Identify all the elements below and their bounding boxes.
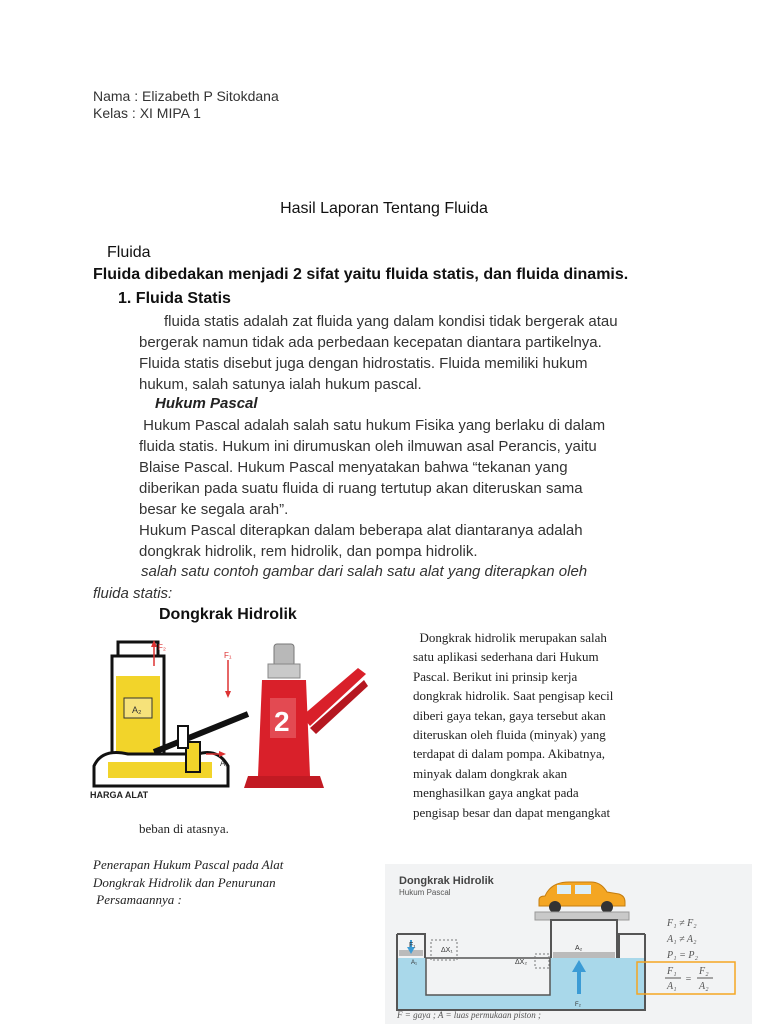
student-name: Nama : Elizabeth P Sitokdana [93, 88, 279, 104]
text-line: Hukum Pascal adalah salah satu hukum Fisika yang berlaku di dalam [139, 417, 606, 434]
text-line: fluida statis adalah zat fluida yang dalam kondisi tidak bergerak atau [139, 313, 618, 330]
eq-pressure: P₁ = P₂ [667, 950, 698, 961]
formula-rhs-den: A₂ [699, 981, 709, 992]
formula-lhs-den: A₁ [667, 981, 677, 992]
text-line: satu aplikasi sederhana dari Hukum [413, 649, 599, 665]
diag-a1: A₁ [411, 960, 418, 966]
hukum-pascal-paragraph [139, 415, 679, 562]
label-f2: F₂ [158, 643, 166, 652]
diag-dx2: ΔX₂ [515, 959, 528, 966]
text-line: diberi gaya tekan, gaya tersebut akan [413, 707, 606, 723]
watermark-text: HARGA ALAT [90, 790, 149, 800]
formula-lhs-num: F₁ [667, 966, 677, 977]
text-line: bergerak namun tidak ada perbedaan kecepatan diantara partikelnya. [139, 334, 602, 351]
diagram-title: Dongkrak Hidrolik [399, 875, 494, 887]
svg-text:=: = [685, 974, 692, 985]
fluida-statis-paragraph [139, 311, 679, 395]
text-line: pengisap besar dan dapat mengangkat [413, 804, 611, 820]
label-a1: A₁ [220, 759, 229, 768]
eq-force: F₁ ≠ F₂ [667, 918, 697, 929]
text-line: besar ke segala arah”. [139, 501, 289, 518]
label-a2: A₂ [132, 705, 142, 715]
eq-area: A₁ ≠ A₂ [667, 934, 697, 945]
dongkrak-hidrolik-heading: Dongkrak Hidrolik [159, 606, 297, 623]
diag-dx1: ΔX₁ [441, 947, 453, 954]
figure-caption [93, 856, 283, 909]
label-f1: F₁ [224, 651, 232, 660]
section-heading-fluida-statis: 1. Fluida Statis [118, 290, 231, 307]
diag-a2: A₂ [575, 945, 583, 952]
text-line: menghasilkan gaya angkat pada [413, 785, 579, 801]
diagram-subtitle: Hukum Pascal [399, 888, 451, 897]
text-line: Dongkrak hidrolik merupakan salah [413, 630, 607, 645]
student-class: Kelas : XI MIPA 1 [93, 105, 201, 121]
pascal-law-diagram [385, 864, 752, 1024]
text-line: Hukum Pascal diterapkan dalam beberapa alat diantaranya adalah [139, 522, 583, 539]
text-line: dongkrak hidrolik. Saat pengisap kecil [413, 688, 614, 704]
text-line: hukum, salah satunya ialah hukum pascal. [139, 376, 422, 393]
page-title: Hasil Laporan Tentang Fluida [280, 200, 488, 217]
text-line: diberikan pada suatu fluida di ruang tertutup akan diteruskan sama [139, 480, 583, 497]
fluida-heading: Fluida [107, 244, 151, 261]
example-intro-line: salah satu contoh gambar dari salah satu alat yang diterapkan oleh [141, 563, 588, 580]
diagram-legend: F = gaya ; A = luas permukaan piston ; [397, 1010, 542, 1020]
text-line: minyak dalam dongkrak akan [413, 765, 568, 781]
continuation-text: beban di atasnya. [139, 821, 229, 836]
caption-line: Persamaannya : [93, 892, 182, 907]
text-line: dongkrak hidrolik, rem hidrolik, dan pompa hidrolik. [139, 543, 478, 560]
hukum-pascal-heading: Hukum Pascal [155, 395, 258, 412]
text-line: Blaise Pascal. Hukum Pascal menyatakan bahwa “tekanan yang [139, 459, 568, 476]
formula-rhs-num: F₂ [699, 966, 709, 977]
text-line: terdapat di dalam pompa. Akibatnya, [413, 746, 606, 762]
caption-line: Penerapan Hukum Pascal pada Alat [93, 857, 284, 872]
text-line: fluida statis. Hukum ini dirumuskan oleh ilmuwan asal Perancis, yaitu [139, 438, 597, 455]
jack-number: 2 [274, 706, 290, 737]
hydraulic-jack-figure [88, 636, 370, 802]
text-line: Pascal. Berikut ini prinsip kerja [413, 668, 578, 684]
diag-f1: F₁ [409, 942, 416, 949]
dongkrak-description [413, 628, 683, 822]
text-line: Fluida statis disebut juga dengan hidrostatis. Fluida memiliki hukum [139, 355, 588, 372]
example-intro-line-2: fluida statis: [93, 585, 173, 602]
lead-sentence: Fluida dibedakan menjadi 2 sifat yaitu fluida statis, dan fluida dinamis. [93, 266, 629, 283]
text-line: diteruskan oleh fluida (minyak) yang [413, 727, 606, 743]
caption-line: Dongkrak Hidrolik dan Penurunan [93, 874, 276, 890]
diag-f2: F₂ [575, 1002, 581, 1008]
